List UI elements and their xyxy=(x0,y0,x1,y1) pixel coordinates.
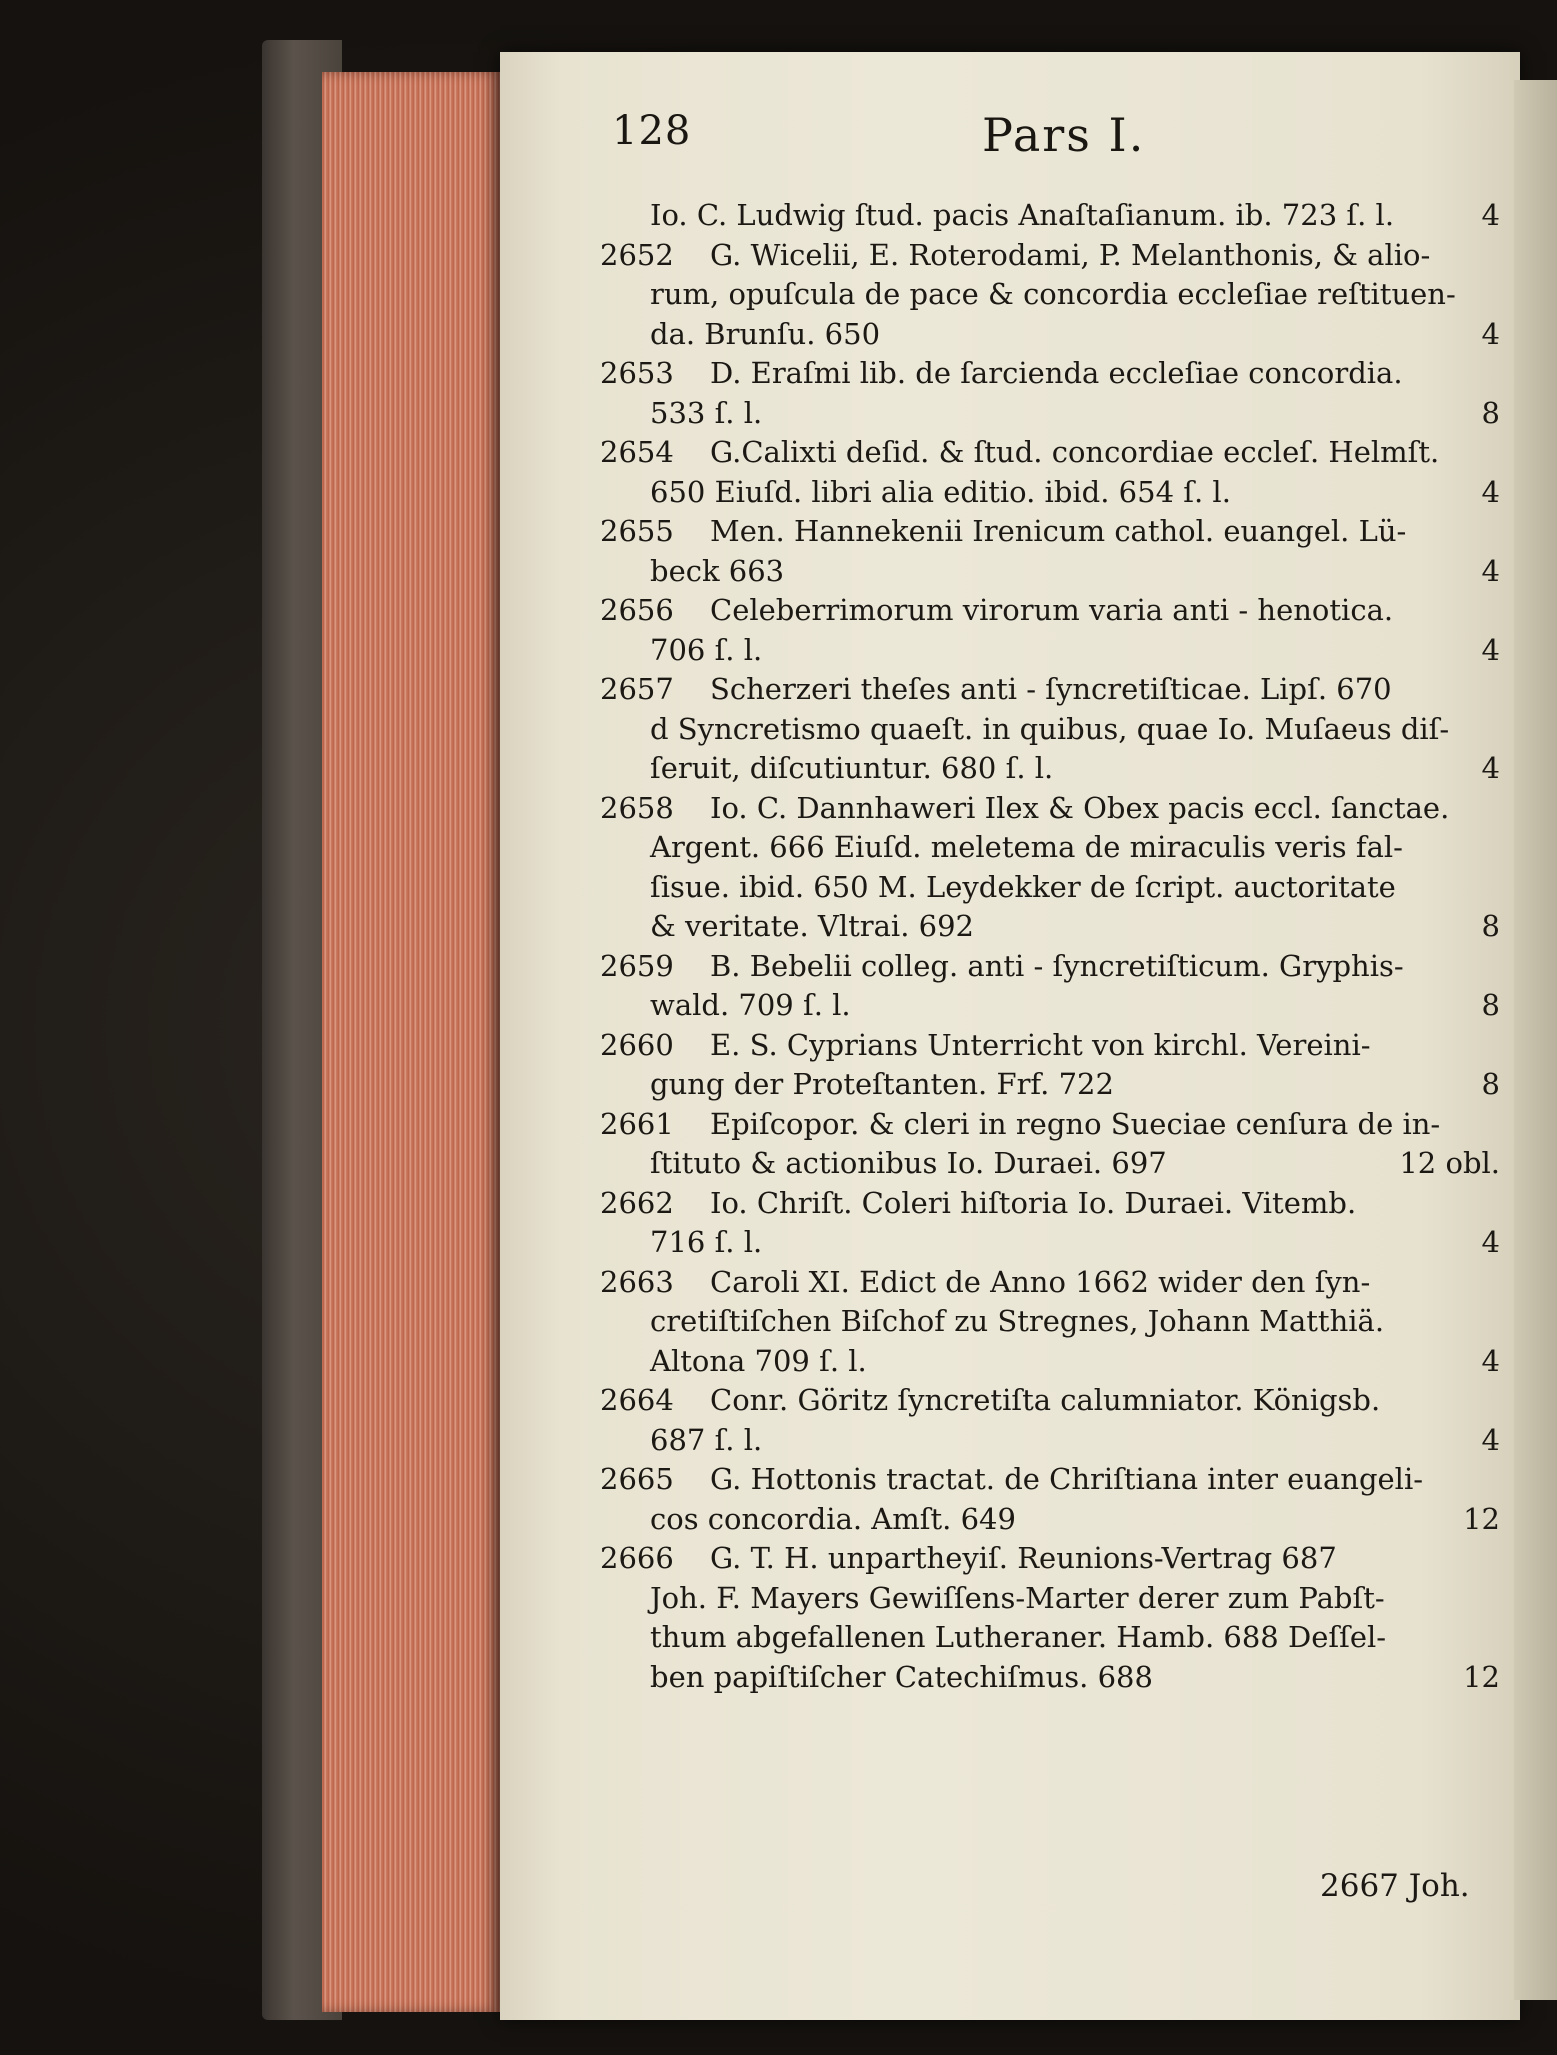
entry-text: cretiſtiſchen Biſchof zu Stregnes, Johann Matthiä. xyxy=(650,1304,1385,1338)
entry-line xyxy=(600,1500,1500,1540)
entry-line xyxy=(600,1460,1500,1500)
entry-number: 2652 xyxy=(600,237,674,272)
entry-line xyxy=(600,236,1500,276)
entry-text: Celeberrimorum virorum varia anti - henotica. xyxy=(710,593,1394,627)
entry-line xyxy=(600,670,1500,710)
entry-number: 2659 xyxy=(600,948,674,983)
entry-text: 533 ſ. l. xyxy=(650,395,763,430)
entry-format: 8 xyxy=(1481,395,1500,430)
entry-text: 706 ſ. l. xyxy=(650,632,763,667)
entry-text: ſtituto & actionibus Io. Duraei. 697 xyxy=(650,1146,1167,1180)
entry-line xyxy=(600,512,1500,552)
page-number: 128 xyxy=(612,108,692,154)
entry-number: 2653 xyxy=(600,356,674,390)
entry-text: ſisue. ibid. 650 M. Leydekker de ſcript. auctoritate xyxy=(650,869,1396,904)
entry-format: 4 xyxy=(1481,198,1500,232)
entry-text: G. Wicelii, E. Roterodami, P. Melanthonis, & alio- xyxy=(710,237,1431,272)
entry-line xyxy=(600,1381,1500,1421)
entry-line xyxy=(600,275,1500,315)
entry-number: 2666 xyxy=(600,1541,674,1575)
entry-text: gung der Proteſtanten. Frf. 722 xyxy=(650,1067,1114,1101)
entry-format: 4 xyxy=(1481,474,1500,509)
entry-line xyxy=(600,1539,1500,1579)
entry-line xyxy=(600,986,1500,1026)
entry-format: 4 xyxy=(1481,1225,1500,1259)
entry-format: 4 xyxy=(1481,316,1500,351)
facing-page-edge xyxy=(1514,80,1557,2000)
entry-format: 4 xyxy=(1481,1422,1500,1457)
entry-text: rum, opuſcula de pace & concordia eccleſiae reſtituen- xyxy=(650,277,1456,311)
entry-line xyxy=(600,710,1500,750)
entry-line xyxy=(600,1421,1500,1461)
entry-line xyxy=(600,1065,1500,1105)
entry-line xyxy=(600,315,1500,355)
entry-line xyxy=(600,631,1500,671)
entry-line xyxy=(600,196,1500,236)
entry-line xyxy=(600,868,1500,908)
entry-text: Men. Hannekenii Irenicum cathol. euangel. Lü- xyxy=(710,514,1407,548)
running-head: Pars I. xyxy=(982,108,1146,162)
entry-line xyxy=(600,1105,1500,1145)
entry-text: E. S. Cyprians Unterricht von kirchl. Vereini- xyxy=(710,1027,1371,1062)
entry-number: 2660 xyxy=(600,1027,674,1062)
entry-line xyxy=(600,591,1500,631)
entry-text: G.Calixti deſid. & ſtud. concordiae eccleſ. Helmſt. xyxy=(710,435,1440,469)
entry-text: B. Bebelii colleg. anti - ſyncretiſticum. Gryphis- xyxy=(710,948,1404,983)
entry-number: 2664 xyxy=(600,1383,674,1417)
entry-number: 2663 xyxy=(600,1264,674,1299)
entry-text: wald. 709 ſ. l. xyxy=(650,988,851,1022)
entry-line xyxy=(600,473,1500,513)
entry-text: Argent. 666 Eiuſd. meletema de miraculis veris fal- xyxy=(650,830,1403,864)
entry-text: G. Hottonis tractat. de Chriſtiana inter euangeli- xyxy=(710,1462,1424,1496)
entry-line xyxy=(600,749,1500,789)
entry-line xyxy=(600,354,1500,394)
entry-line xyxy=(600,1302,1500,1342)
entry-line xyxy=(600,789,1500,829)
entry-text: Joh. F. Mayers Gewiſſens-Marter derer zum Pabſt- xyxy=(650,1580,1385,1615)
entry-number: 2655 xyxy=(600,514,674,548)
entry-text: D. Eraſmi lib. de ſarcienda eccleſiae concordia. xyxy=(710,356,1403,390)
entry-line xyxy=(600,1223,1500,1263)
page-header xyxy=(612,108,1452,168)
entry-line xyxy=(600,1144,1500,1184)
entry-format: 12 xyxy=(1463,1659,1500,1694)
entry-number: 2665 xyxy=(600,1462,674,1496)
entry-line xyxy=(600,947,1500,987)
catchword: 2667 Joh. xyxy=(1320,1868,1470,1904)
entry-format: 4 xyxy=(1481,1343,1500,1378)
entry-text: Scherzeri theſes anti - ſyncretiſticae. Lipſ. 670 xyxy=(710,672,1392,706)
entry-text: Conr. Göritz ſyncretiſta calumniator. Königsb. xyxy=(710,1383,1381,1417)
entry-format: 12 xyxy=(1463,1501,1500,1536)
entry-format: 8 xyxy=(1481,1067,1500,1101)
entry-number: 2654 xyxy=(600,435,674,469)
entry-text: beck 663 xyxy=(650,553,785,588)
entry-text: 687 ſ. l. xyxy=(650,1422,763,1457)
entry-line xyxy=(600,1342,1500,1382)
entry-text: Io. C. Dannhaweri Ilex & Obex pacis eccl. ſanctae. xyxy=(710,790,1450,825)
entry-text: Io. Chriſt. Coleri hiſtoria Io. Duraei. Vitemb. xyxy=(710,1185,1357,1220)
entry-text: 650 Eiuſd. libri alia editio. ibid. 654 ſ. l. xyxy=(650,474,1231,509)
entry-number: 2658 xyxy=(600,790,674,825)
entry-line xyxy=(600,433,1500,473)
entry-format: 4 xyxy=(1481,553,1500,588)
entry-line xyxy=(600,1026,1500,1066)
entry-format: 12 obl. xyxy=(1399,1146,1500,1180)
entry-text: ſeruit, diſcutiuntur. 680 ſ. l. xyxy=(650,751,1054,785)
entry-line xyxy=(600,552,1500,592)
entry-line xyxy=(600,1184,1500,1224)
entry-text: cos concordia. Amſt. 649 xyxy=(650,1501,1016,1536)
entry-text: & veritate. Vltrai. 692 xyxy=(650,909,974,943)
entry-format: 8 xyxy=(1481,909,1500,943)
entry-line xyxy=(600,907,1500,947)
entry-number: 2657 xyxy=(600,672,674,706)
entry-text: Io. C. Ludwig ſtud. pacis Anaſtaſianum. ib. 723 ſ. l. xyxy=(650,198,1395,232)
entry-format: 4 xyxy=(1481,632,1500,667)
entry-text: Caroli XI. Edict de Anno 1662 wider den ſyn- xyxy=(710,1264,1371,1299)
entry-line xyxy=(600,828,1500,868)
entry-line xyxy=(600,1618,1500,1658)
entry-text: da. Brunſu. 650 xyxy=(650,316,881,351)
entry-text: 716 ſ. l. xyxy=(650,1225,763,1259)
entry-line xyxy=(600,1263,1500,1303)
entry-text: Altona 709 ſ. l. xyxy=(650,1343,867,1378)
entry-number: 2661 xyxy=(600,1106,674,1141)
entry-text: G. T. H. unpartheyiſ. Reunions-Vertrag 687 xyxy=(710,1541,1337,1575)
entry-text: thum abgefallenen Lutheraner. Hamb. 688 Deſſel- xyxy=(650,1620,1387,1654)
entry-number: 2656 xyxy=(600,593,674,627)
entry-number: 2662 xyxy=(600,1185,674,1220)
entry-format: 4 xyxy=(1481,751,1500,785)
entry-line xyxy=(600,394,1500,434)
catalog-entries xyxy=(600,196,1500,1697)
entry-line xyxy=(600,1579,1500,1619)
entry-text: d Syncretismo quaeſt. in quibus, quae Io. Muſaeus diſ- xyxy=(650,711,1450,746)
entry-text: ben papiſtiſcher Catechiſmus. 688 xyxy=(650,1659,1153,1694)
entry-format: 8 xyxy=(1481,988,1500,1022)
entry-text: Epiſcopor. & cleri in regno Sueciae cenſura de in- xyxy=(710,1106,1441,1141)
page-edges xyxy=(322,72,502,2012)
entry-line xyxy=(600,1658,1500,1698)
